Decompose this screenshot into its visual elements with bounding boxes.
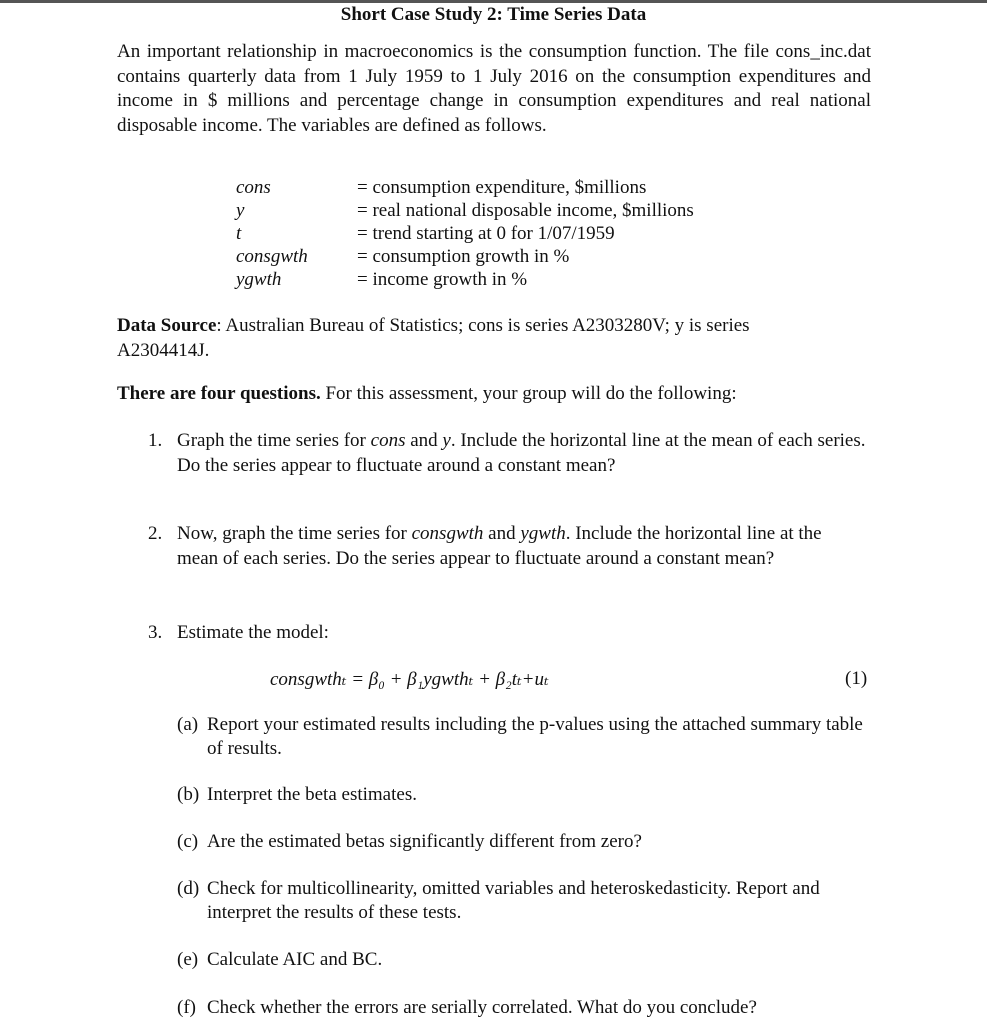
questions-lead [117,383,737,405]
variable-definitions [236,176,694,291]
subpart-text: Check for multicollinearity, omitted variables and heteroskedasticity. Report and interpret the results of these tests. [207,878,820,923]
question-text [177,522,867,571]
variable-row [236,176,694,199]
subpart-text: Report your estimated results including the p-values using the attached summary table of results. [207,714,863,759]
variable-row [236,245,694,268]
variable-definition: = income growth in % [357,269,528,290]
page-title: Short Case Study 2: Time Series Data [340,4,647,25]
question-number: 3. [148,622,163,643]
model-equation: consgwthₜ = β₀ + β₁ygwthₜ + β₂tₜ+uₜ [270,669,549,690]
questions-lead-bold: There are four questions. [117,383,321,404]
subpart-label: (d) [177,878,200,899]
question-text-part: Now, graph the time series for [177,523,412,544]
variable-name: ygwth [236,269,282,290]
question-text-part: . Include the horizontal line at the mean of each series. Do the series appear to fluctuate around a constant mean? [177,523,822,569]
question-text: Estimate the model: [177,622,329,643]
subpart-label: (b) [177,784,200,805]
variable-name: y [236,200,245,221]
variable-name: t [236,223,242,244]
variable-ref: ygwth [520,523,566,544]
top-rule [0,0,987,3]
subpart-label: (f) [177,997,196,1018]
variable-ref: consgwth [411,523,484,544]
question-number: 1. [148,430,163,451]
variable-row [236,268,694,291]
variable-row [236,199,694,222]
data-source-text: : Australian Bureau of Statistics; cons is series A2303280V; y is series A2304414J. [117,315,750,361]
subpart-a [177,713,867,760]
question-text-part: . Include the horizontal line at the mean of each series. Do the series appear to fluctuate around a constant mean? [177,430,866,476]
question-text [177,429,867,478]
intro-paragraph: An important relationship in macroeconomics is the consumption function. The file cons_inc.dat contains quarterly data from 1 July 1959 to 1 July 2016 on the consumption expenditures and income in $ millions and percentage change in consumption expenditures and real national disposable income. The variables are defined as follows. [117,41,871,136]
variable-definition: = real national disposable income, $millions [357,200,694,221]
subpart-e [177,948,867,972]
variable-name: cons [236,177,271,198]
variable-definition: = consumption expenditure, $millions [357,177,647,198]
variable-name: consgwth [236,246,308,267]
variable-ref: y [442,430,451,451]
subpart-text: Interpret the beta estimates. [207,784,417,805]
subpart-d [177,877,867,924]
variable-definition: = trend starting at 0 for 1/07/1959 [357,223,615,244]
data-source [117,314,817,363]
subpart-text: Are the estimated betas significantly different from zero? [207,831,642,852]
subpart-text: Calculate AIC and BC. [207,949,383,970]
question-text-part: Graph the time series for [177,430,371,451]
question-text-part: and [483,523,521,544]
variable-ref: cons [370,430,406,451]
questions-lead-text: For this assessment, your group will do the following: [320,383,737,404]
data-source-label: Data Source [117,315,217,336]
question-number: 2. [148,523,163,544]
subpart-label: (c) [177,831,199,852]
variable-row [236,222,694,245]
subpart-f [177,996,867,1020]
variable-definition: = consumption growth in % [357,246,570,267]
subpart-label: (a) [177,714,199,735]
subpart-c [177,830,867,854]
subpart-text: Check whether the errors are serially correlated. What do you conclude? [207,997,757,1018]
equation-number: (1) [845,668,868,689]
subpart-label: (e) [177,949,199,970]
subpart-b [177,783,867,807]
question-text-part: and [405,430,443,451]
